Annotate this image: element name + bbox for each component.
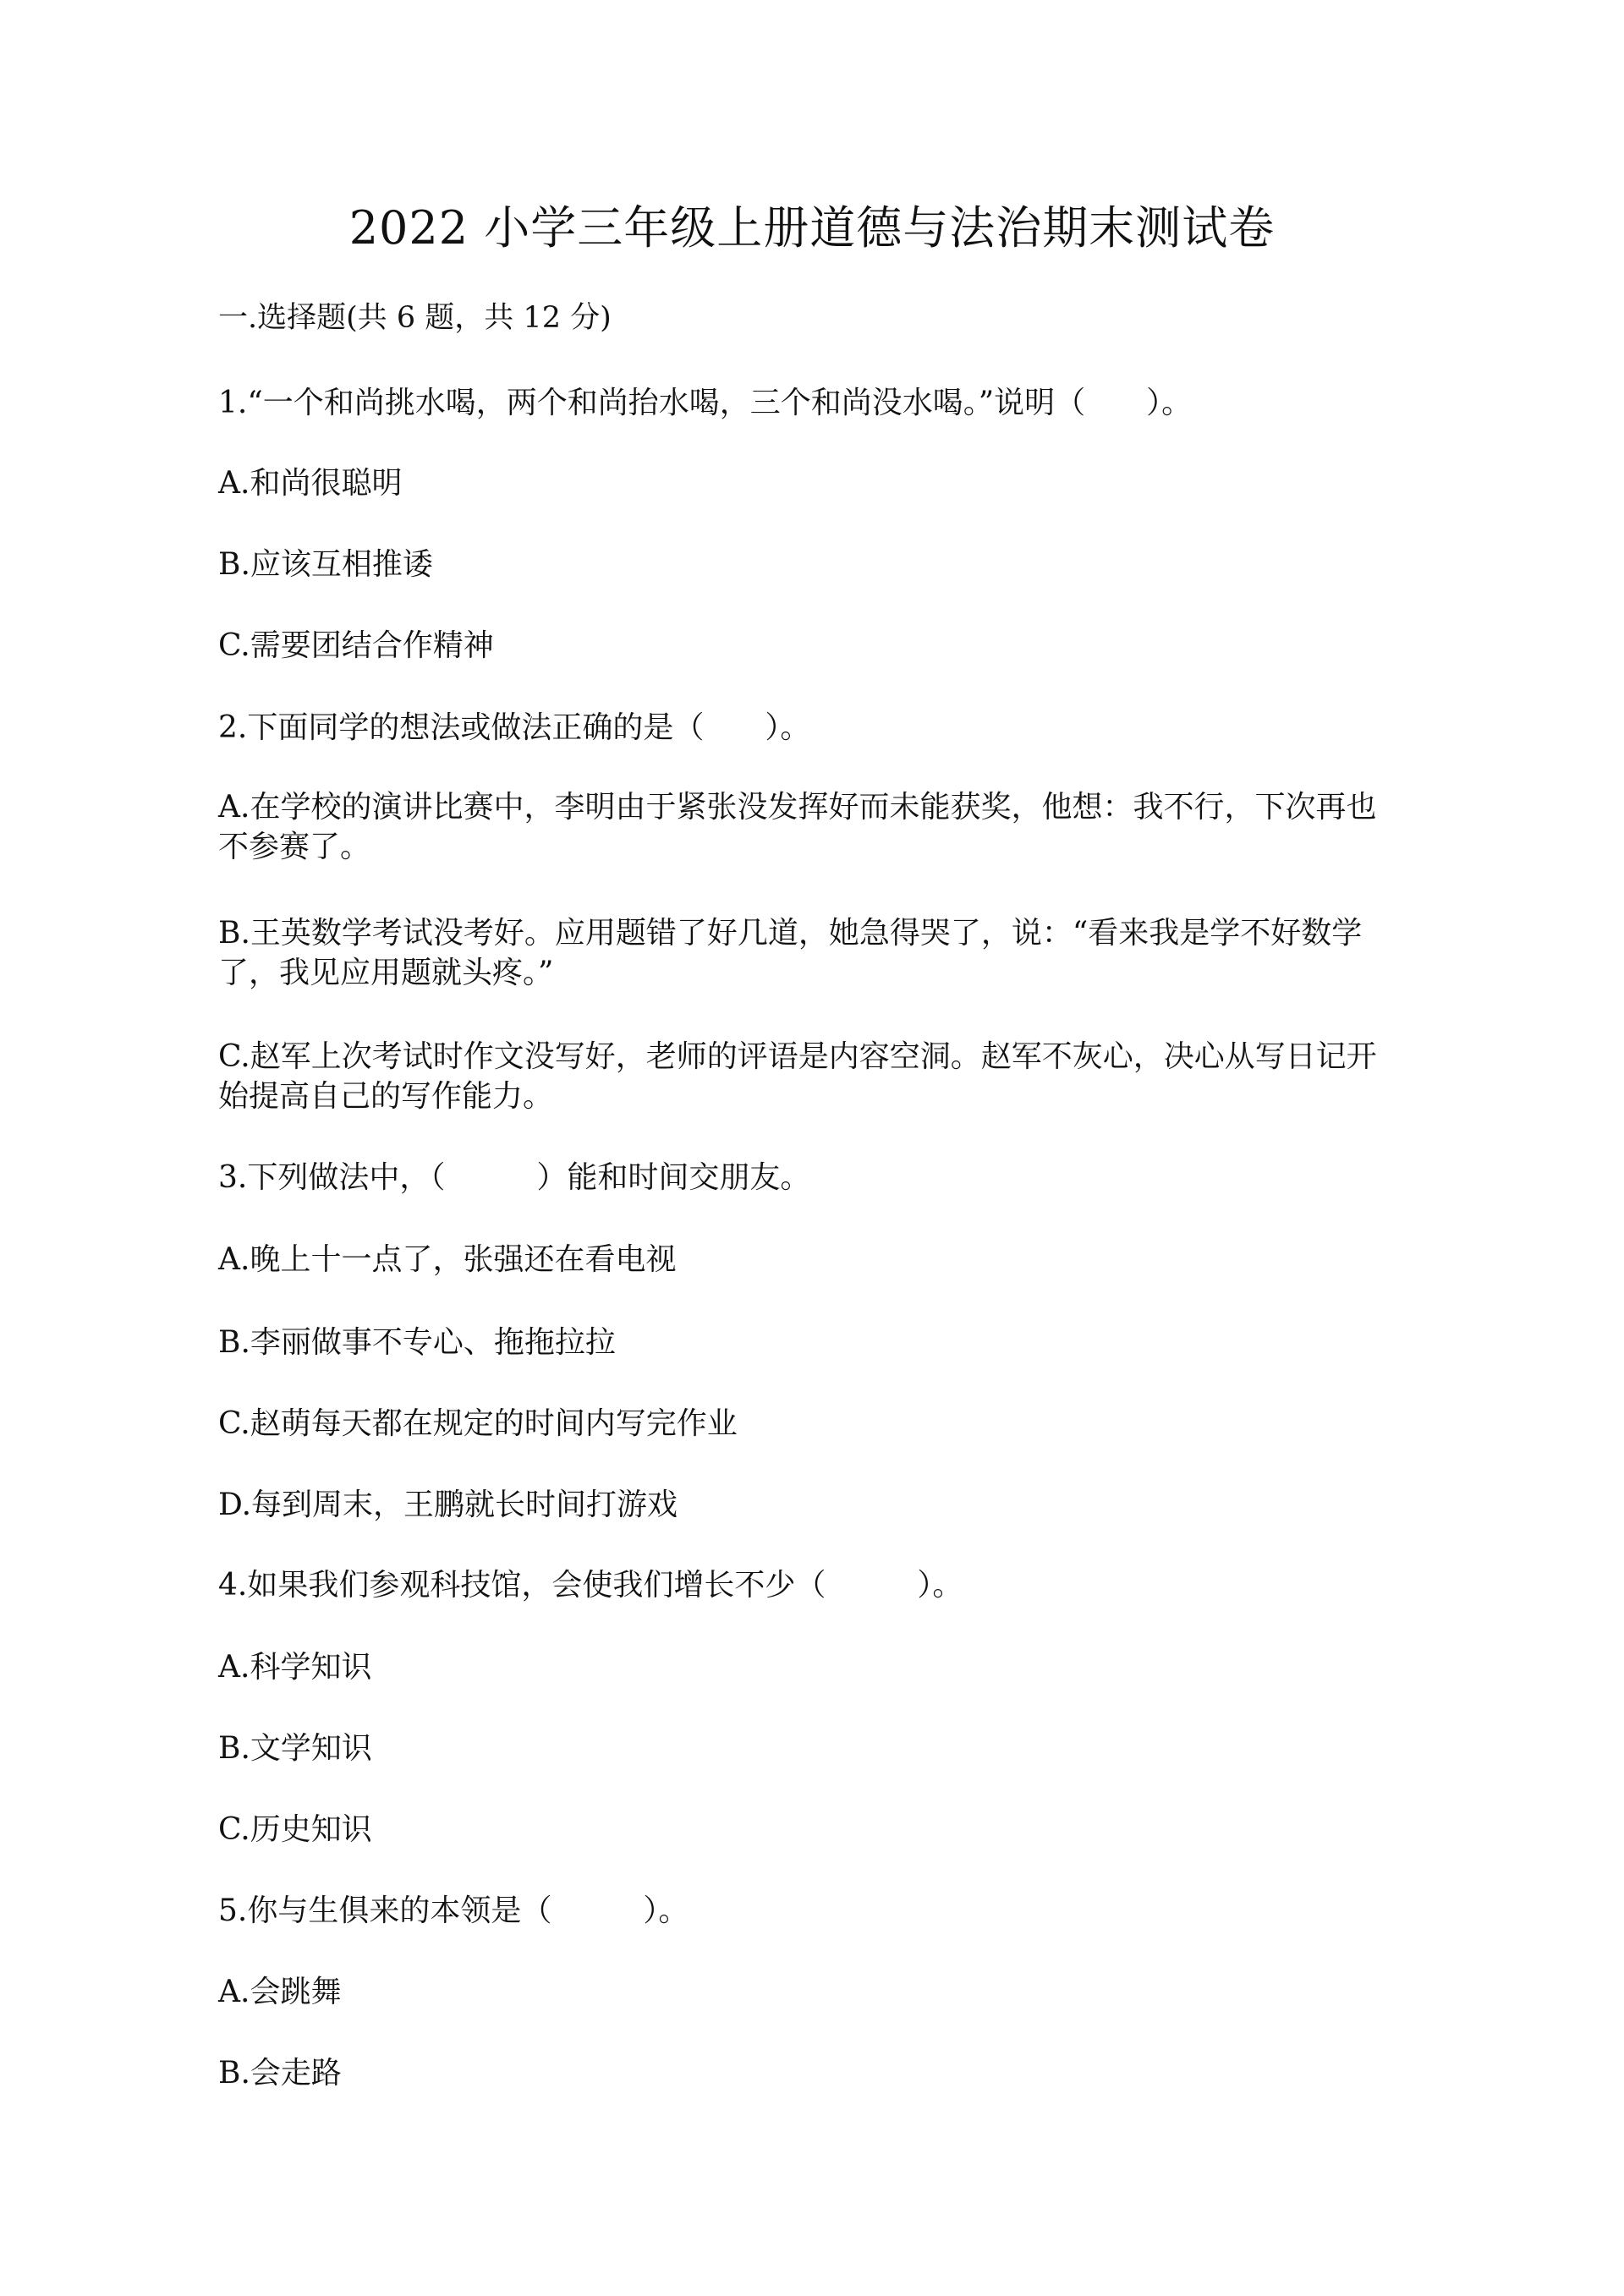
option-b: B.文学知识 [218, 1731, 372, 1766]
option-a: A.晚上十一点了，张强还在看电视 [218, 1242, 677, 1277]
option-c: C.赵军上次考试时作文没写好，老师的评语是内容空洞。赵军不灰心，决心从写日记开始提高自己的写作能力。 [218, 1039, 1377, 1114]
question-stem: 1.“一个和尚挑水喝，两个和尚抬水喝，三个和尚没水喝。”说明（ ）。 [218, 386, 1193, 420]
option-a: A.科学知识 [218, 1650, 372, 1685]
question-stem: 5.你与生俱来的本领是（ ）。 [218, 1893, 689, 1928]
option-a: A.和尚很聪明 [218, 466, 403, 501]
option-a: A.会跳舞 [218, 1975, 342, 2009]
option-b: B.应该互相推诿 [218, 547, 433, 582]
question-stem: 3.下列做法中，（ ）能和时间交朋友。 [218, 1160, 811, 1195]
option-b: B.会走路 [218, 2056, 342, 2091]
option-c: C.历史知识 [218, 1812, 372, 1847]
option-c: C.需要团结合作精神 [218, 628, 494, 663]
option-b: B.王英数学考试没考好。应用题错了好几道，她急得哭了，说：“看来我是学不好数学了，我见应用题就头疼。” [218, 916, 1363, 990]
question-stem: 2.下面同学的想法或做法正确的是（ ）。 [218, 710, 811, 745]
page-title: 2022 小学三年级上册道德与法治期末测试卷 [348, 201, 1276, 255]
option-c: C.赵萌每天都在规定的时间内写完作业 [218, 1406, 738, 1441]
option-b: B.李丽做事不专心、拖拖拉拉 [218, 1325, 616, 1360]
option-a: A.在学校的演讲比赛中，李明由于紧张没发挥好而未能获奖，他想：我不行，下次再也不参赛了。 [218, 790, 1377, 864]
option-d: D.每到周末，王鹏就长时间打游戏 [218, 1488, 678, 1522]
question-stem: 4.如果我们参观科技馆，会使我们增长不少（ ）。 [218, 1568, 963, 1603]
section-heading: 一.选择题(共 6 题，共 12 分) [218, 301, 612, 335]
